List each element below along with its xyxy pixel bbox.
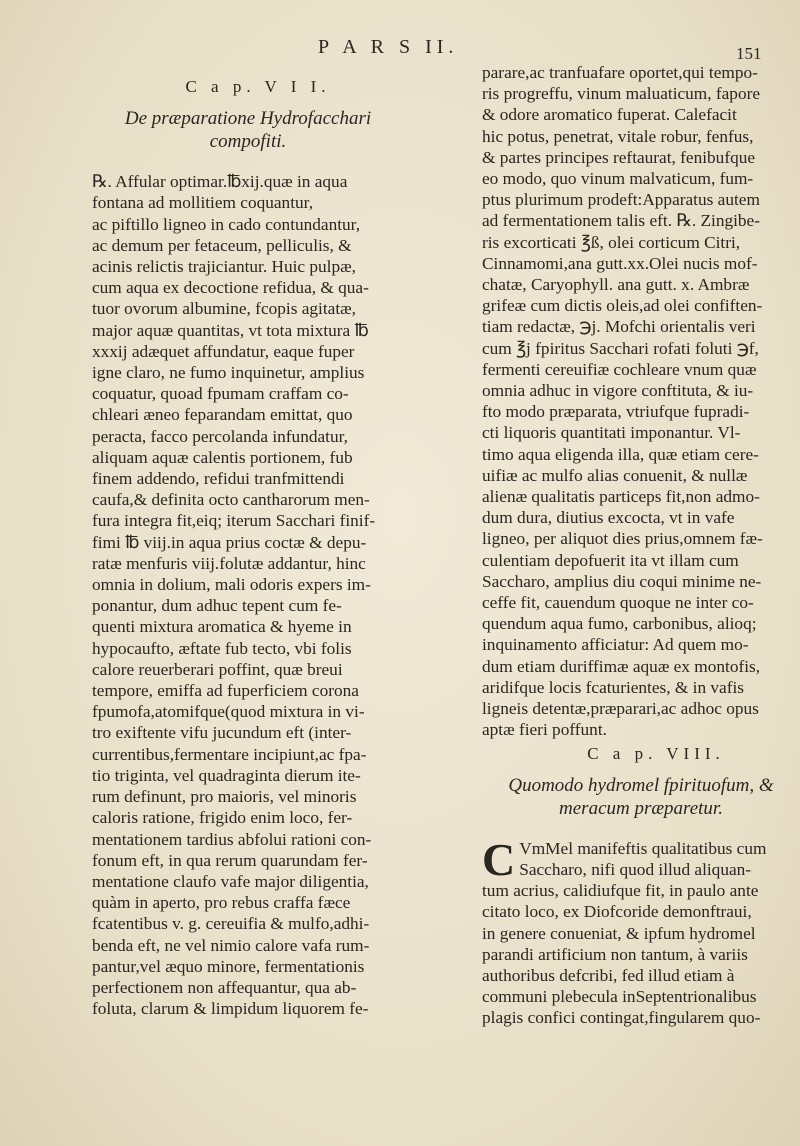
text-line: cti liquoris quantitati imponantur. Vl- <box>482 423 741 443</box>
right-body-text-bottom <box>482 833 800 1029</box>
text-line: quenti mixtura aromatica & hyeme in <box>92 617 352 637</box>
text-line: parandi artificium non tantum, à variis <box>482 944 748 964</box>
text-line: tuor ovorum albumine, fcopis agitatæ, <box>92 299 356 319</box>
text-line: coquatur, quoad fpumam craffam co- <box>92 384 349 404</box>
chapter-title-vii <box>92 107 404 153</box>
text-line: rum definunt, pro maioris, vel minoris <box>92 787 357 807</box>
text-line: ris progreffu, vinum maluaticum, fapore <box>482 84 761 104</box>
text-line: tiam redactæ, ℈j. Mofchi orientalis veri <box>482 317 756 337</box>
text-line: fonum eft, in qua rerum quarundam fer- <box>92 850 368 870</box>
text-line: Saccharo, nifi quod illud aliquan- <box>519 859 752 879</box>
text-line: fcatentibus v. g. cereuifia & mulfo,adhi- <box>92 914 370 934</box>
text-line: tempore, emiffa ad fuperficiem corona <box>92 681 359 701</box>
text-line: foluta, clarum & limpidum liquorem fe- <box>92 999 369 1019</box>
right-column <box>482 62 800 1029</box>
text-line: dum dura, diutius excocta, vt in vafe <box>482 508 735 528</box>
text-line: ac piftillo ligneo in cado contundantur, <box>92 214 361 234</box>
text-line: VmMel manifeftis qualitatibus cum <box>519 838 767 858</box>
text-line: chatæ, Caryophyll. ana gutt. x. Ambræ <box>482 275 750 295</box>
text-line: ptus plurimum prodeft:Apparatus autem <box>482 190 760 210</box>
running-title: P A R S II. <box>318 36 459 58</box>
text-line: omnia in dolium, mali odoris expers im- <box>92 575 371 595</box>
text-line: ris excorticati ℥ß, olei corticum Citri, <box>482 232 741 252</box>
text-line: citato loco, ex Diofcoride demonftraui, <box>482 902 752 922</box>
text-line: chleari æneo feparandam emittat, quo <box>92 405 353 425</box>
text-line: eo modo, quo vinum malvaticum, fum- <box>482 169 754 189</box>
text-line: grifeæ cum dictis oleis,ad olei confiften- <box>482 296 763 316</box>
text-line: tio triginta, vel quadraginta dierum ite- <box>92 765 361 785</box>
text-line: caloris ratione, frigido enim loco, fer- <box>92 808 353 828</box>
text-line: ponantur, dum adhuc tepent cum fe- <box>92 596 342 616</box>
text-line: cum aqua ex decoctione refidua, & qua- <box>92 278 369 298</box>
text-line: benda eft, ne vel nimio calore vafa rum- <box>92 935 370 955</box>
text-line: pantur,vel æquo minore, fermentationis <box>92 956 365 976</box>
text-line: mentationem tardius abfolui rationi con- <box>92 829 372 849</box>
text-line: quendum aqua fumo, carbonibus, alioq; <box>482 614 757 634</box>
text-line: aridifque locis fcaturientes, & in vafis <box>482 677 745 697</box>
text-line: finem addendo, refidui tranfmittendi <box>92 469 345 489</box>
text-line: aptæ fieri poffunt. <box>482 720 607 740</box>
text-line: dum etiam duriffimæ aquæ ex montofis, <box>482 656 761 676</box>
text-line: ℞. Affular optimar.℔xij.quæ in aqua <box>92 172 348 192</box>
text-line: timo aqua eligenda illa, quæ etiam cere- <box>482 444 759 464</box>
text-line: caufa,& definita octo cantharorum men- <box>92 490 370 510</box>
text-line: major aquæ quantitas, vt tota mixtura ℔ <box>92 320 369 340</box>
text-line: peracta, facco percolanda infundatur, <box>92 426 348 446</box>
text-line: ceffe fit, cauendum quoque ne inter co- <box>482 593 754 613</box>
drop-capital: C <box>482 833 516 885</box>
text-line: ad fermentationem talis eft. ℞. Zingibe- <box>482 211 760 231</box>
chapter-heading-vii: C a p. V I I. <box>185 77 331 96</box>
text-line: acinis relictis trajiciantur. Huic pulpæ, <box>92 257 356 277</box>
right-body-text <box>482 62 800 741</box>
text-line: currentibus,fermentare incipiunt,ac fpa- <box>92 744 367 764</box>
text-line: fermenti cereuifiæ cochleare vnum quæ <box>482 359 757 379</box>
text-line: cum ℥j fpiritus Sacchari rofati foluti ℈f, <box>482 338 759 358</box>
text-line: uifiæ ac mulfo alias conuenit, & nullæ <box>482 465 748 485</box>
text-line: fto modo præparata, vtriufque fupradi- <box>482 402 750 422</box>
text-line: ac demum per fetaceum, pelliculis, & <box>92 235 352 255</box>
text-line: mentatione claufo vafe major diligentia, <box>92 871 369 891</box>
text-line: & partes principes reftaurat, fenibufque <box>482 147 756 167</box>
left-column <box>92 58 404 1019</box>
text-line: communi plebecula inSeptentrionalibus <box>482 987 757 1007</box>
left-body-text <box>92 171 404 1019</box>
text-line: parare,ac tranfuafare oportet,qui tempo- <box>482 63 758 82</box>
text-line: hic potus, penetrat, vitale robur, fenfus, <box>482 126 754 146</box>
text-line: ratæ menfuris viij.folutæ addantur, hinc <box>92 553 366 573</box>
text-line: perfectionem non affequantur, qua ab- <box>92 977 357 997</box>
text-line: inquinamento afficiatur: Ad quem mo- <box>482 635 749 655</box>
text-line: tro exiftente vifu jucundum eft (inter- <box>92 723 352 743</box>
chapter-title-line: De præparatione Hydrofacchari <box>124 108 372 130</box>
text-line: omnia adhuc in vigore conftituta, & iu- <box>482 381 754 401</box>
text-line: ligneis detentæ,præparari,ac adhoc opus <box>482 699 759 719</box>
running-head <box>0 30 800 63</box>
text-line: fura integra fit,eiq; iterum Sacchari finif- <box>92 511 376 531</box>
text-line: authoribus defcribi, fed illud etiam à <box>482 965 735 985</box>
text-line: alienæ qualitatis particeps fit,non admo- <box>482 487 760 507</box>
text-line: ligneo, per aliquot dies prius,omnem fæ- <box>482 529 763 549</box>
text-line: in genere conueniat, & ipfum hydromel <box>482 923 756 943</box>
text-line: igne claro, ne fumo inquinetur, amplius <box>92 363 365 383</box>
text-line: calore reuerberari poffint, quæ breui <box>92 659 343 679</box>
text-line: aliquam aquæ calentis portionem, fub <box>92 447 353 467</box>
chapter-title-line: meracum præparetur. <box>559 797 723 819</box>
text-line: & odore aromatico fuperat. Calefacit <box>482 105 737 125</box>
chapter-title-viii <box>482 774 800 820</box>
text-line: fpumofa,atomifque(quod mixtura in vi- <box>92 702 365 722</box>
chapter-title-line: compofiti. <box>209 131 287 153</box>
chapter-heading-viii: C a p. VIII. <box>587 743 725 763</box>
text-line: tum acrius, calidiufque fit, in paulo ante <box>482 881 759 901</box>
text-line: Saccharo, amplius diu coqui minime ne- <box>482 571 762 591</box>
chapter-title-line: Quomodo hydromel fpirituofum, & <box>508 774 774 796</box>
text-line: culentiam depofuerit ita vt illam cum <box>482 550 739 570</box>
text-line: fimi ℔ viij.in aqua prius coctæ & depu- <box>92 532 367 552</box>
text-line: Cinnamomi,ana gutt.xx.Olei nucis mof- <box>482 253 758 273</box>
text-line: hypocaufto, æftate fub tecto, vbi folis <box>92 638 352 658</box>
page-number: 151 <box>736 44 762 63</box>
text-line: fontana ad mollitiem coquantur, <box>92 193 314 213</box>
text-line: plagis confici contingat,fingularem quo- <box>482 1008 761 1028</box>
text-line: quàm in aperto, pro rebus craffa fæce <box>92 893 351 913</box>
text-line: xxxij adæquet affundatur, eaque fuper <box>92 341 355 361</box>
